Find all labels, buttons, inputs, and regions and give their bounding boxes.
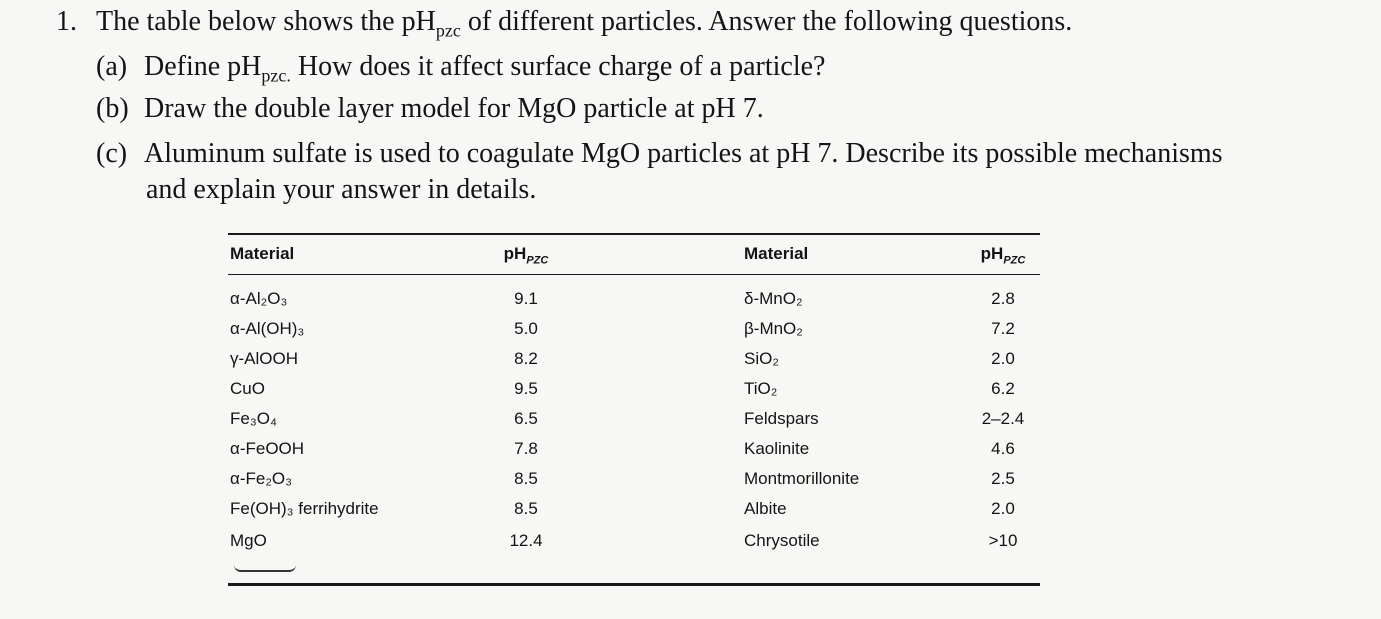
material-cell: Fe₃O₄ — [230, 409, 277, 428]
part-c-label: (c) — [96, 138, 128, 169]
material-cell: Montmorillonite — [744, 469, 860, 488]
part-b-text: Draw the double layer model for MgO particle at pH 7. — [144, 93, 764, 124]
material-cell: Fe(OH)₃ ferrihydrite — [230, 499, 379, 518]
ph-cell: 2.0 — [991, 349, 1015, 368]
question-stem — [96, 5, 1072, 48]
material-cell: Chrysotile — [744, 531, 820, 550]
table-bottom-rule — [228, 583, 1040, 586]
table-header-row — [228, 239, 1040, 269]
ph-cell: 4.6 — [991, 439, 1015, 458]
ph-cell: 2.5 — [991, 469, 1015, 488]
table-row — [228, 526, 1040, 556]
table-row — [228, 374, 1040, 404]
material-cell: δ-MnO₂ — [744, 289, 803, 308]
table-row — [228, 464, 1040, 494]
material-cell: α-Fe₂O₃ — [230, 469, 293, 488]
ph-cell: 5.0 — [514, 319, 538, 338]
pzc-table — [228, 233, 1040, 593]
table-header-rule — [228, 274, 1040, 275]
ph-cell: 6.5 — [514, 409, 538, 428]
material-cell: CuO — [230, 379, 265, 398]
ph-cell: 2.8 — [991, 289, 1015, 308]
question-stem-text: The table below shows the pH — [96, 6, 436, 37]
ph-cell: 2–2.4 — [981, 409, 1025, 428]
material-cell: SiO₂ — [744, 349, 779, 368]
ph-cell: 8.2 — [514, 349, 538, 368]
material-cell: Albite — [744, 499, 787, 518]
ph-cell: 8.5 — [514, 499, 538, 518]
ph-cell: 2.0 — [991, 499, 1015, 518]
material-cell: α-Al₂O₃ — [230, 289, 288, 308]
material-cell: MgO — [230, 531, 267, 550]
table-row — [228, 314, 1040, 344]
ph-cell: 9.1 — [514, 289, 538, 308]
part-a — [96, 50, 825, 93]
header-material-right: Material — [744, 244, 809, 263]
part-a-subscript: pzc. — [261, 65, 291, 86]
question-number: 1. — [56, 6, 77, 37]
ph-cell: 7.8 — [514, 439, 538, 458]
header-ph-right-text: pH — [980, 244, 1004, 263]
ph-cell: >10 — [988, 531, 1018, 550]
ph-cell: 9.5 — [514, 379, 538, 398]
material-cell: α-FeOOH — [230, 439, 305, 458]
table-top-rule — [228, 233, 1040, 235]
table-row — [228, 404, 1040, 434]
ph-cell: 12.4 — [509, 531, 543, 550]
part-a-text: Define pH — [144, 51, 262, 82]
material-cell: Feldspars — [744, 409, 819, 428]
ph-cell: 6.2 — [991, 379, 1015, 398]
ph-cell: 8.5 — [514, 469, 538, 488]
table-row — [228, 284, 1040, 314]
header-ph-right — [963, 239, 1043, 275]
part-c-continuation: and explain your answer in details. — [146, 174, 537, 205]
question-stem-text-end: of different particles. Answer the following questions. — [460, 6, 1073, 37]
part-c-text: Aluminum sulfate is used to coagulate MgO particles at pH 7. Describe its possible mechanisms — [144, 138, 1223, 169]
material-cell: α-Al(OH)₃ — [230, 319, 305, 338]
handwritten-underline — [234, 565, 296, 572]
part-b — [96, 92, 764, 126]
header-ph-left-text: pH — [503, 244, 527, 263]
part-b-label: (b) — [96, 93, 129, 124]
header-ph-left-sub: PZC — [526, 254, 549, 267]
ph-cell: 7.2 — [991, 319, 1015, 338]
part-a-label: (a) — [96, 51, 128, 82]
material-cell: β-MnO₂ — [744, 319, 803, 338]
header-ph-left — [496, 239, 556, 275]
table-row — [228, 494, 1040, 524]
material-cell: TiO₂ — [744, 379, 778, 398]
material-cell: γ-AlOOH — [230, 349, 298, 368]
material-cell: Kaolinite — [744, 439, 810, 458]
part-a-text-end: How does it affect surface charge of a particle? — [290, 51, 826, 82]
question-stem-subscript: pzc — [435, 20, 461, 41]
header-ph-right-sub: PZC — [1003, 254, 1026, 267]
part-c — [96, 137, 1223, 171]
header-material-left: Material — [230, 244, 295, 263]
table-row — [228, 434, 1040, 464]
table-row — [228, 344, 1040, 374]
